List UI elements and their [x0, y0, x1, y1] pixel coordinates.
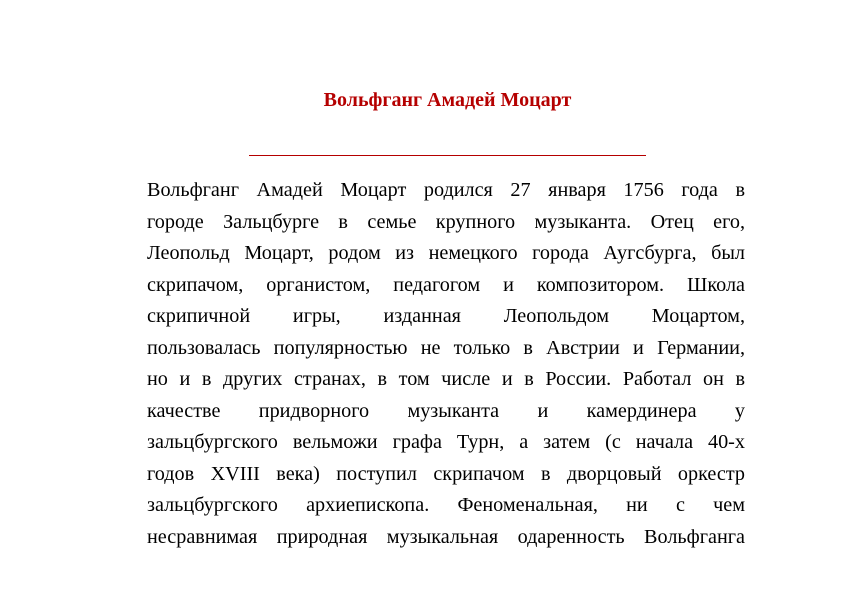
text-line: качестве придворного музыканта и камердинера у: [147, 399, 745, 422]
text-line: городе Зальцбурге в семье крупного музыканта. Отец его,: [147, 210, 745, 233]
text-line: зальцбургского архиепископа. Феноменальная, ни с чем: [147, 494, 745, 516]
text-line: Леопольд Моцарт, родом из немецкого города Аугсбурга, был: [147, 242, 745, 264]
title-underline: [249, 155, 646, 156]
text-line: но и в других странах, в том числе и в России. Работал он в: [147, 368, 745, 390]
body-paragraph: [147, 175, 745, 553]
text-line: Вольфганг Амадей Моцарт родился 27 января 1756 года в: [147, 179, 745, 201]
text-line: зальцбургского вельможи графа Турн, а затем (с начала 40-х: [147, 431, 745, 453]
page-title: Вольфганг Амадей Моцарт: [323, 89, 572, 111]
text-line: годов XVIII века) поступил скрипачом в дворцовый оркестр: [147, 462, 745, 485]
text-line: скрипачом, органистом, педагогом и композитором. Школа: [147, 273, 745, 296]
text-line: скрипичной игры, изданная Леопольдом Моцартом,: [147, 305, 745, 327]
text-line: несравнимая природная музыкальная одаренность Вольфганга: [147, 525, 745, 548]
text-line: пользовалась популярностью не только в Австрии и Германии,: [147, 336, 745, 359]
